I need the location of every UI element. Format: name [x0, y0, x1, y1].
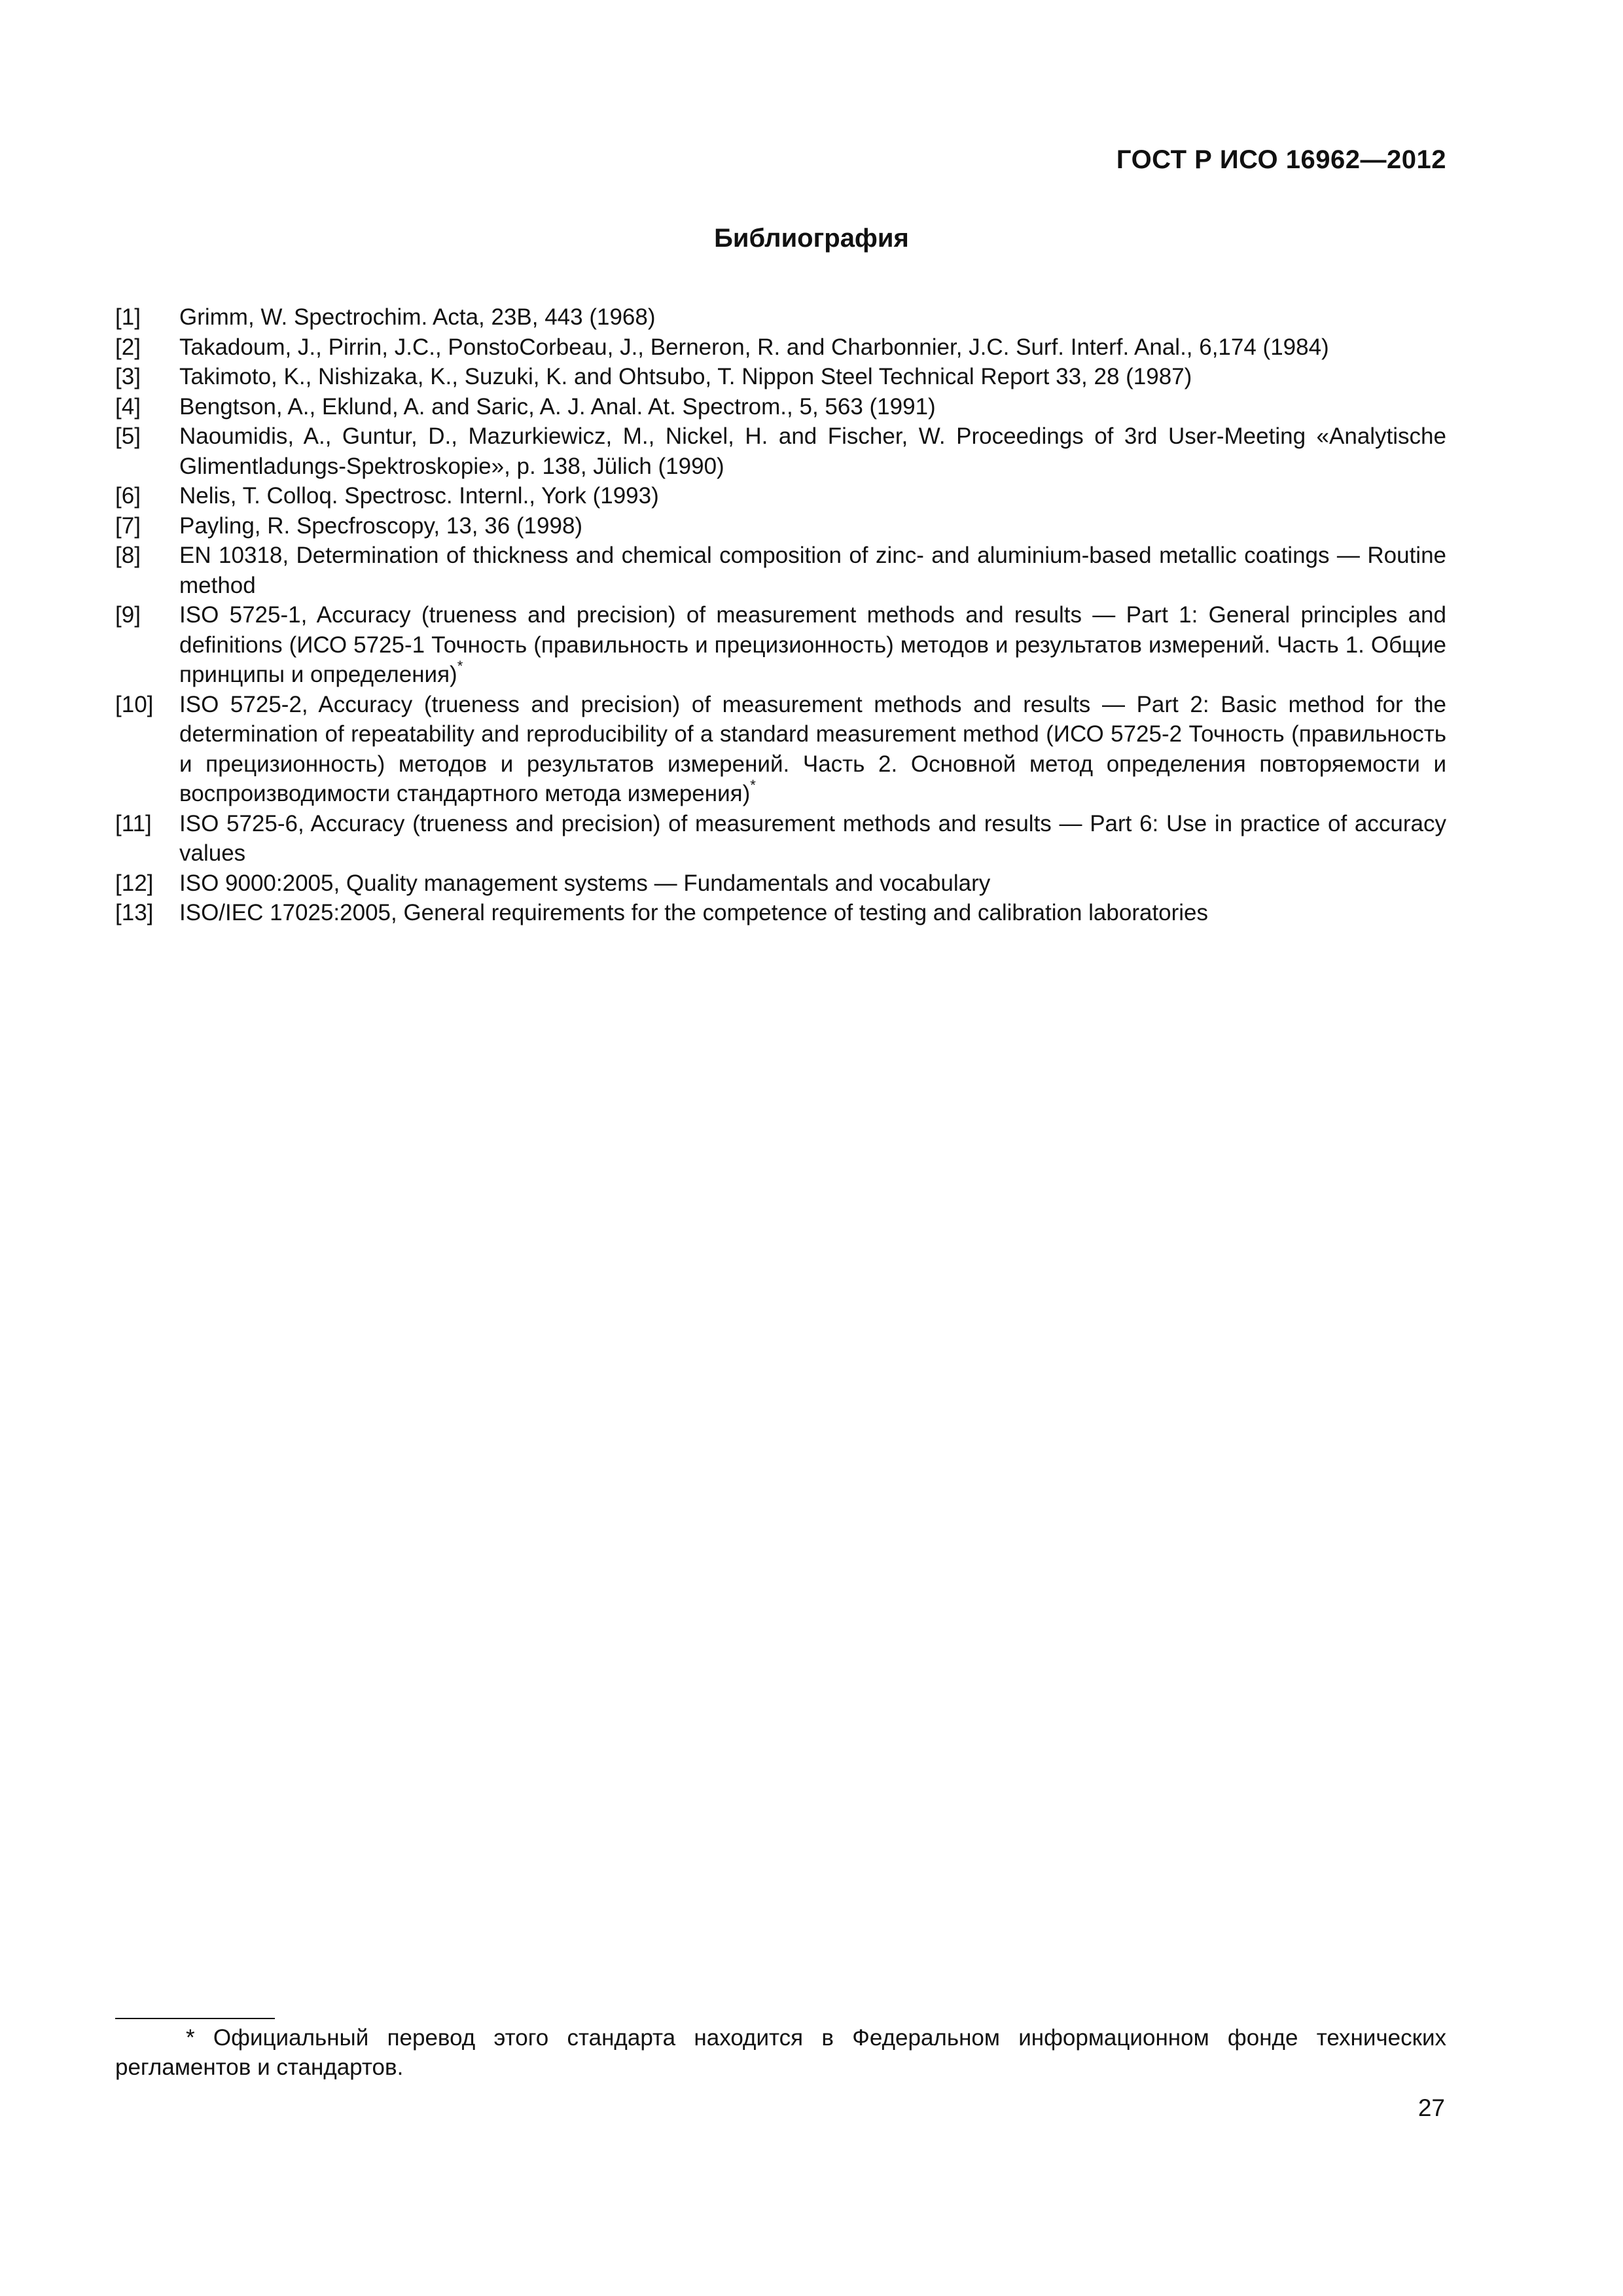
page-number: 27 [1418, 2094, 1445, 2121]
footnote-text: * Официальный перевод этого стандарта находится в Федеральном информационном фонде технических регламентов и стандартов. [115, 2025, 1446, 2080]
reference-number: [8] [115, 543, 141, 568]
reference-number: [11] [115, 810, 152, 836]
bibliography-title: Библиография [714, 224, 909, 253]
reference-text: Nelis, T. Colloq. Spectrosc. Internl., York (1993) [179, 483, 659, 509]
reference-text: EN 10318, Determination of thickness and chemical composition of zinc- and aluminium-based metallic coatings — Routine method [179, 543, 1446, 598]
reference-item [115, 302, 1446, 332]
reference-item [115, 511, 1446, 541]
reference-item [115, 809, 1446, 869]
reference-text: Naoumidis, A., Guntur, D., Mazurkiewicz, M., Nickel, H. and Fischer, W. Proceedings of 3rd User-Meeting «Analytische Glimentladungs-Spektroskopie», p. 138, Jülich (1990) [179, 423, 1446, 479]
reference-item [115, 332, 1446, 363]
reference-number: [3] [115, 364, 141, 389]
footnote-marker: * [750, 777, 756, 794]
reference-item [115, 690, 1446, 809]
reference-text: ISO 5725-2, Accuracy (trueness and precision) of measurement methods and results — Part 2: Basic method for the determination of repeatability and reproducibility of a standard measurement method (ИСО 5725-2 Точность (правильность и прецизионность) методов и результатов измерений. Часть 2. Основной метод определения повторяемости и воспроизводимости стандартного метода измерения)* [179, 691, 1446, 806]
reference-item [115, 600, 1446, 690]
reference-number: [5] [115, 423, 141, 449]
reference-text: ISO/IEC 17025:2005, General requirements for the competence of testing and calibration laboratories [179, 900, 1209, 925]
reference-text: Payling, R. Specfroscopy, 13, 36 (1998) [179, 512, 583, 539]
reference-number: [9] [115, 602, 141, 628]
reference-item [115, 869, 1446, 899]
reference-item [115, 541, 1446, 600]
reference-text: Takadoum, J., Pirrin, J.C., PonstoCorbeau, J., Berneron, R. and Charbonnier, J.C. Surf. Interf. Anal., 6,174 (1984) [179, 334, 1329, 360]
reference-number: [7] [115, 512, 141, 539]
reference-text: ISO 5725-6, Accuracy (trueness and precision) of measurement methods and results — Part 6: Use in practice of accuracy values [179, 810, 1446, 866]
footnote-marker: * [457, 658, 463, 675]
reference-item [115, 898, 1446, 928]
reference-text: Grimm, W. Spectrochim. Acta, 23B, 443 (1968) [179, 304, 656, 330]
reference-number: [10] [115, 691, 154, 717]
reference-number: [6] [115, 483, 141, 509]
reference-item [115, 422, 1446, 481]
reference-item [115, 392, 1446, 422]
reference-item [115, 362, 1446, 392]
reference-number: [12] [115, 870, 154, 896]
reference-text: Takimoto, K., Nishizaka, K., Suzuki, K. and Ohtsubo, T. Nippon Steel Technical Report 33, 28 (1987) [179, 364, 1192, 389]
reference-number: [2] [115, 334, 141, 360]
document-code: ГОСТ Р ИСО 16962—2012 [1116, 145, 1446, 174]
bibliography-list [115, 302, 1446, 928]
reference-text: ISO 5725-1, Accuracy (trueness and precision) of measurement methods and results — Part 1: General principles and definitions (ИСО 5725-1 Точность (правильность и прецизионность) методов и результатов измерений. Часть 1. Общие принципы и определения)* [179, 602, 1446, 687]
reference-text: Bengtson, A., Eklund, A. and Saric, A. J. Anal. At. Spectrom., 5, 563 (1991) [179, 393, 936, 420]
reference-number: [13] [115, 900, 154, 925]
reference-number: [1] [115, 304, 141, 330]
reference-text: ISO 9000:2005, Quality management systems — Fundamentals and vocabulary [179, 870, 991, 896]
reference-number: [4] [115, 393, 141, 420]
footnote-separator [115, 2018, 275, 2019]
reference-item [115, 481, 1446, 511]
